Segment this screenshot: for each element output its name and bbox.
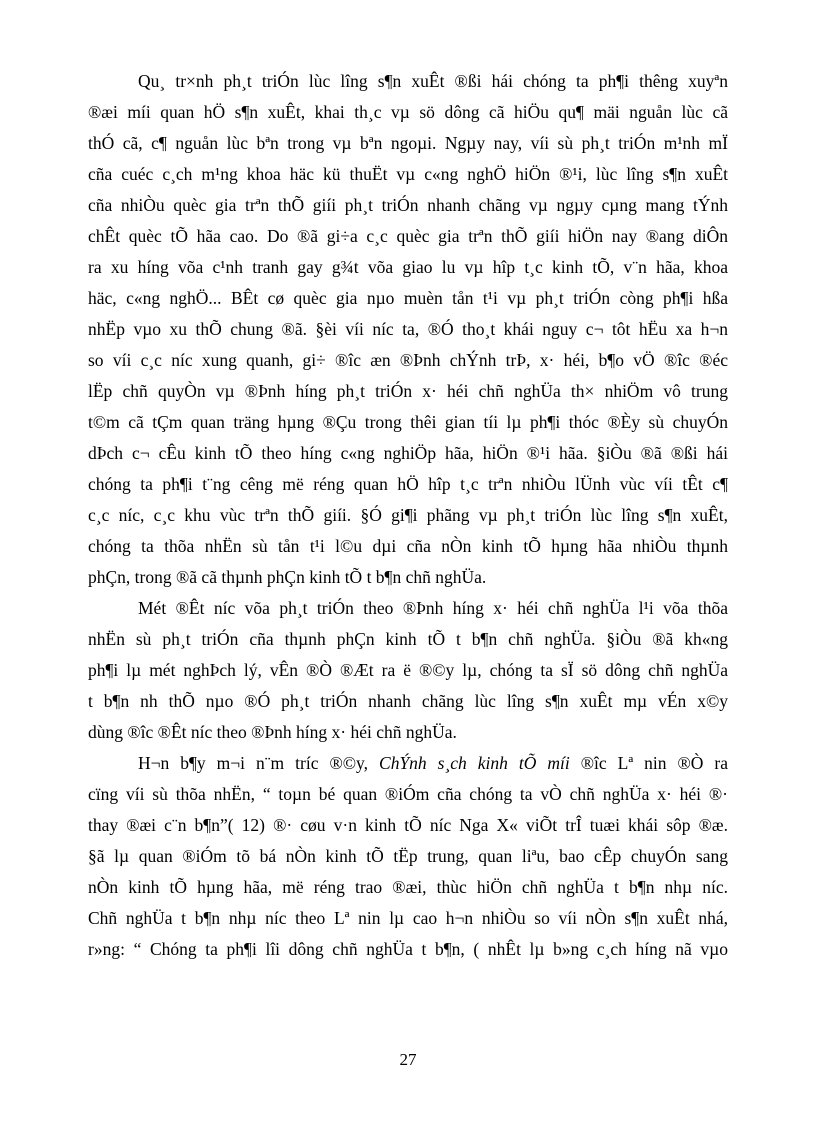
text-line: Mét ®Êt níc võa ph¸t triÓn theo ®Þnh híng x· héi chñ nghÜa l¹i võa thõa: [138, 598, 728, 618]
text-line: c¸c níc, c¸c khu vùc trªn thÕ giíi. §Ó gi¶i phãng vµ ph¸t triÓn lùc lîng s¶n xuÊt,: [88, 505, 728, 525]
text-line: nÒn kinh tÕ hµng hãa, më réng trao ®æi, thùc hiÖn chñ nghÜa t b¶n nhµ níc.: [88, 877, 728, 897]
text-line: cïng víi sù thõa nhËn, “ toµn bé quan ®iÓm cña chóng ta vÒ chñ nghÜa x· héi ®·: [88, 784, 728, 804]
text-line: r»ng: “ Chóng ta ph¶i lîi dông chñ nghÜa t b¶n, ( nhÊt lµ b»ng c¸ch híng nã vµo: [88, 939, 728, 959]
text-line: Qu¸ tr×nh ph¸t triÓn lùc lîng s¶n xuÊt ®ßi hái chóng ta ph¶i thêng xuyªn: [138, 71, 728, 91]
text-line: nhËp vµo xu thÕ chung ®ã. §èi víi níc ta, ®Ó tho¸t khái nguy c¬ tôt hËu xa h¬n: [88, 319, 728, 339]
text-line: so víi c¸c níc xung quanh, gi÷ ®îc æn ®Þnh chÝnh trÞ, x· héi, b¶o vÖ ®îc ®éc: [88, 350, 728, 370]
paragraph-3: [88, 748, 728, 965]
text-line: chÊt quèc tÕ hãa cao. Do ®ã gi÷a c¸c quèc gia trªn thÕ giíi hiÖn nay ®ang diÔn: [88, 226, 728, 246]
italic-phrase: ChÝnh s¸ch kinh tÕ míi: [379, 753, 570, 773]
text-line: nhËn sù ph¸t triÓn cña thµnh phÇn kinh tÕ t b¶n chñ nghÜa. §iÒu ®ã kh«ng: [88, 629, 728, 649]
text-line: t©m cã tÇm quan träng hµng ®Çu trong thêi gian tíi lµ ph¶i thóc ®Èy sù chuyÓn: [88, 412, 728, 432]
text-line: ra xu híng võa c¹nh tranh gay g¾t võa giao lu vµ hîp t¸c kinh tÕ, v¨n hãa, khoa: [88, 257, 728, 277]
body-text: [88, 66, 728, 965]
text-line: cña cuéc c¸ch m¹ng khoa häc kü thuËt vµ c«ng nghÖ hiÖn ®¹i, lùc lîng s¶n xuÊt: [88, 164, 728, 184]
text-line: phÇn, trong ®ã cã thµnh phÇn kinh tÕ t b¶n chñ nghÜa.: [88, 567, 487, 587]
text-line: H¬n b¶y m¬i n¨m tríc ®©y, ChÝnh s¸ch kinh tÕ míi ®îc Lª nin ®Ò ra: [138, 753, 728, 773]
text-line: lËp chñ quyÒn vµ ®Þnh híng ph¸t triÓn x· héi chñ nghÜa th× nhiÖm vô trung: [88, 381, 728, 401]
text-line: cña nhiÒu quèc gia trªn thÕ giíi ph¸t triÓn nhanh chãng vµ ngµy cµng mang tÝnh: [88, 195, 728, 215]
paragraph-1: [88, 66, 728, 593]
text-line: Chñ nghÜa t b¶n nhµ níc theo Lª nin lµ cao h¬n nhiÒu so víi nÒn s¶n xuÊt nhá,: [88, 908, 728, 928]
text-line: t b¶n nh thÕ nµo ®Ó ph¸t triÓn nhanh chãng lùc lîng s¶n xuÊt mµ vÉn x©y: [88, 691, 728, 711]
text-line: thÓ cã, c¶ nguån lùc bªn trong vµ bªn ngoµi. Ngµy nay, víi sù ph¸t triÓn m¹nh mÏ: [88, 133, 728, 153]
text-line: häc, c«ng nghÖ... BÊt cø quèc gia nµo muèn tån t¹i vµ ph¸t triÓn còng ph¶i hßa: [88, 288, 728, 308]
page-number: 27: [399, 1050, 417, 1069]
text-line: dùng ®îc ®Êt níc theo ®Þnh híng x· héi chñ nghÜa.: [88, 722, 457, 742]
paragraph-2: [88, 593, 728, 748]
text-line: dÞch c¬ cÊu kinh tÕ theo híng c«ng nghiÖp hãa, hiÖn ®¹i hãa. §iÒu ®ã ®ßi hái: [88, 443, 728, 463]
text-line: chóng ta ph¶i t¨ng cêng më réng quan hÖ hîp t¸c trªn nhiÒu lÜnh vùc víi tÊt c¶: [88, 474, 728, 494]
text-line: §ã lµ quan ®iÓm tõ bá nÒn kinh tÕ tËp trung, quan liªu, bao cÊp chuyÓn sang: [88, 846, 728, 866]
text-line: thay ®æi c¨n b¶n”( 12) ®· cøu v·n kinh tÕ níc Nga X« viÕt trÎ tuæi khái sôp ®æ.: [88, 815, 728, 835]
text-line: ph¶i lµ mét nghÞch lý, vÊn ®Ò ®Æt ra ë ®©y lµ, chóng ta sÏ sö dông chñ nghÜa: [88, 660, 728, 680]
text-line: chóng ta thõa nhËn sù tån t¹i l©u dµi cña nÒn kinh tÕ hµng hãa nhiÒu thµnh: [88, 536, 728, 556]
text-line: ®æi míi quan hÖ s¶n xuÊt, khai th¸c vµ sö dông cã hiÖu qu¶ mäi nguån lùc cã: [88, 102, 728, 122]
